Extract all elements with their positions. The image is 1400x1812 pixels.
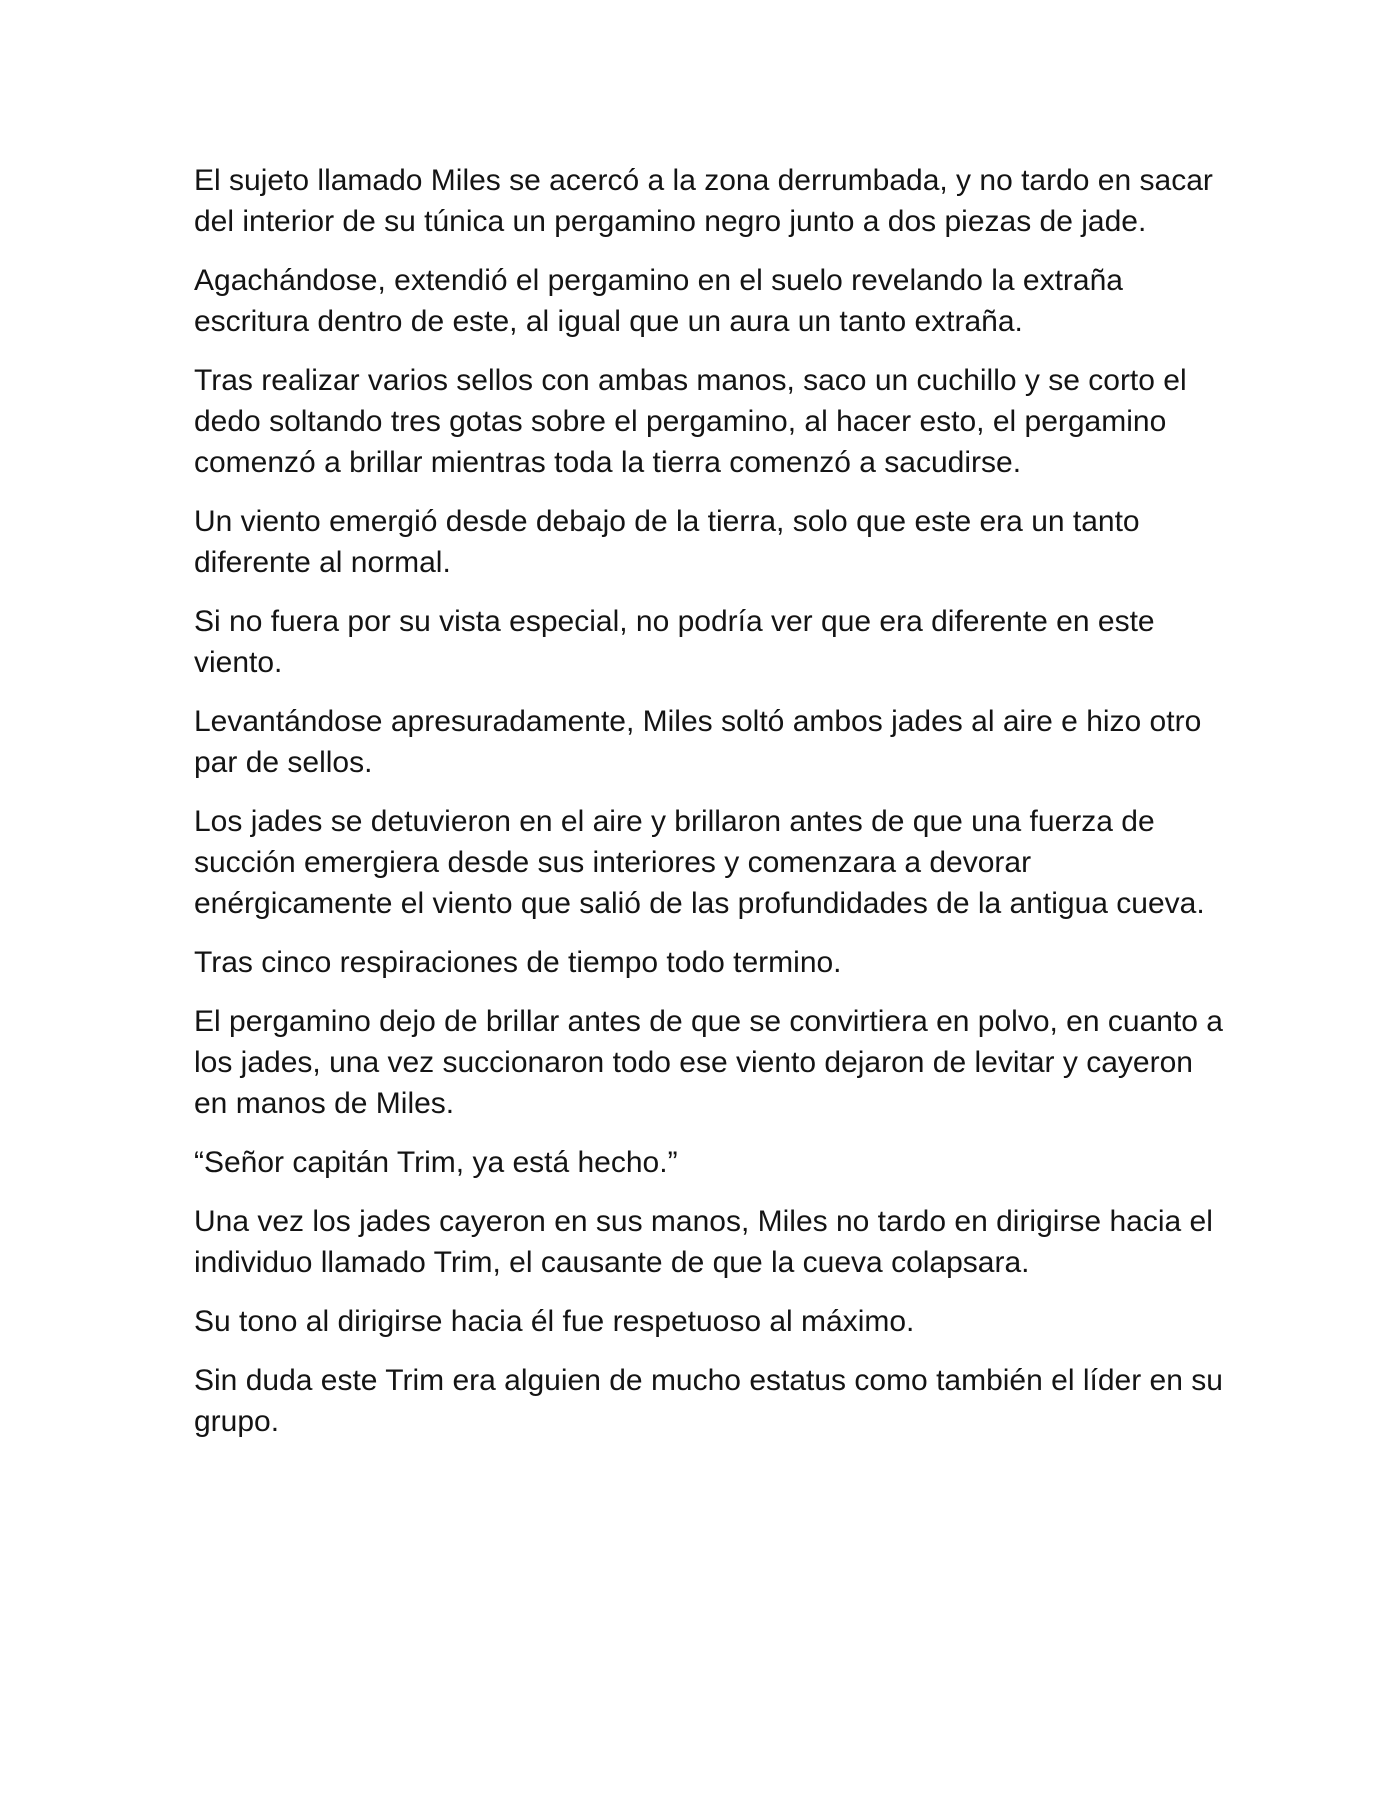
paragraph: Levantándose apresuradamente, Miles soltó ambos jades al aire e hizo otro par de sellos. — [194, 705, 1202, 779]
paragraph: Los jades se detuvieron en el aire y brillaron antes de que una fuerza de succión emergiera desde sus interiores y comenzara a devorar enérgicamente el viento que salió de las profundidades de la antigua cueva. — [194, 805, 1205, 920]
paragraph: Agachándose, extendió el pergamino en el suelo revelando la extraña escritura dentro de este, al igual que un aura un tanto extraña. — [194, 264, 1123, 338]
paragraph: Tras cinco respiraciones de tiempo todo termino. — [194, 946, 842, 979]
paragraph: El sujeto llamado Miles se acercó a la zona derrumbada, y no tardo en sacar del interior de su túnica un pergamino negro junto a dos piezas de jade. — [194, 164, 1213, 238]
document-page — [194, 160, 1224, 1460]
paragraph: El pergamino dejo de brillar antes de que se convirtiera en polvo, en cuanto a los jades, una vez succionaron todo ese viento dejaron de levitar y cayeron en manos de Miles. — [194, 1005, 1223, 1120]
paragraph: Su tono al dirigirse hacia él fue respetuoso al máximo. — [194, 1305, 915, 1338]
paragraph: Sin duda este Trim era alguien de mucho estatus como también el líder en su grupo. — [194, 1364, 1223, 1438]
paragraph: Un viento emergió desde debajo de la tierra, solo que este era un tanto diferente al normal. — [194, 505, 1140, 579]
paragraph: Una vez los jades cayeron en sus manos, Miles no tardo en dirigirse hacia el individuo llamado Trim, el causante de que la cueva colapsara. — [194, 1205, 1213, 1279]
paragraph: Si no fuera por su vista especial, no podría ver que era diferente en este viento. — [194, 605, 1155, 679]
paragraph: Tras realizar varios sellos con ambas manos, saco un cuchillo y se corto el dedo soltando tres gotas sobre el pergamino, al hacer esto, el pergamino comenzó a brillar mientras toda la tierra comenzó a sacudirse. — [194, 364, 1187, 479]
paragraph: “Señor capitán Trim, ya está hecho.” — [194, 1146, 678, 1179]
